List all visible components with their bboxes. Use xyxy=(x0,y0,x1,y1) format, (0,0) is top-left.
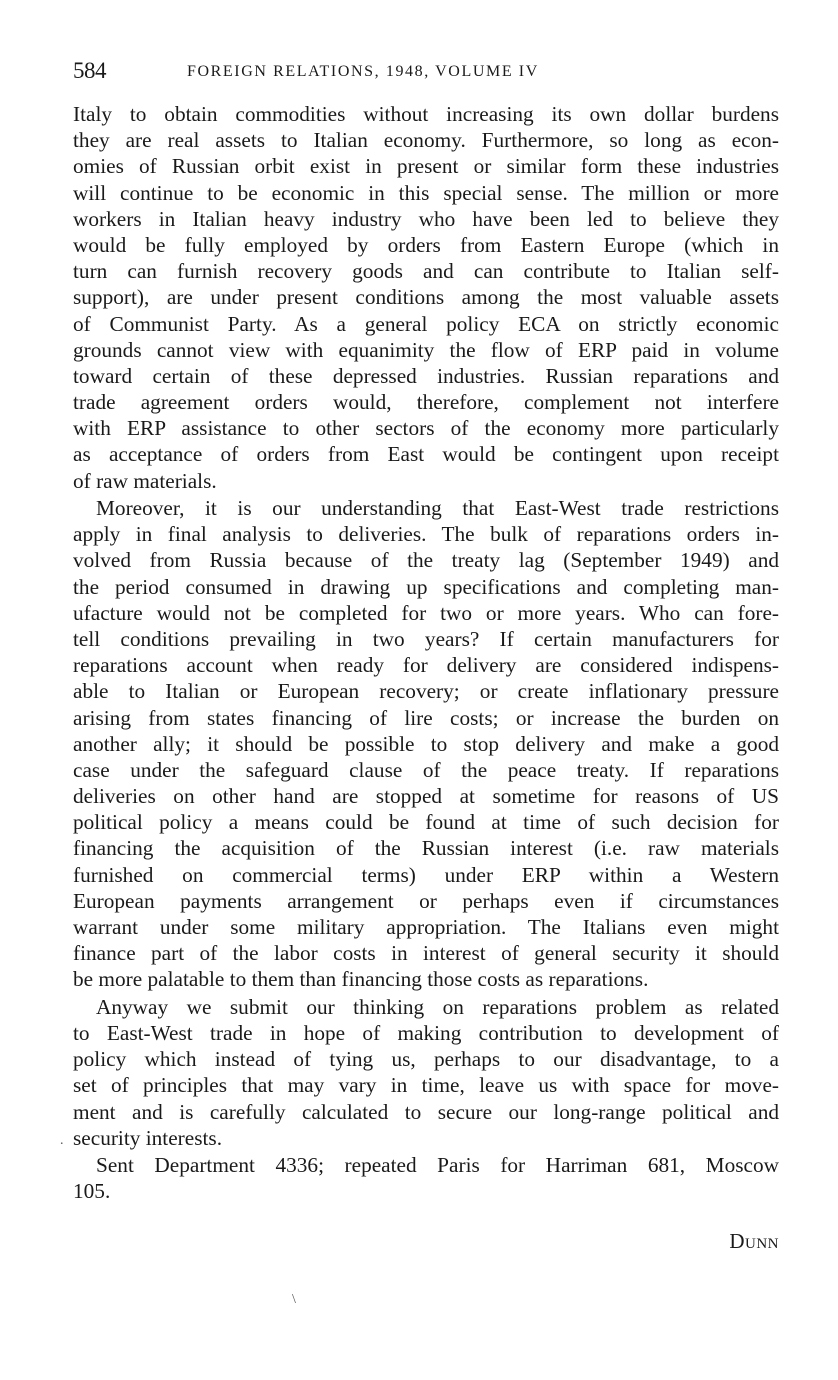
text-line: will continue to be economic in this special sense. The million or more xyxy=(73,180,779,205)
text-line: Italy to obtain commodities without increasing its own dollar burdens xyxy=(73,102,779,126)
text-line: policy which instead of tying us, perhaps to our disadvantage, to a xyxy=(73,1047,779,1072)
text-line: would be fully employed by orders from Eastern Europe (which in xyxy=(73,232,779,257)
text-line: omies of Russian orbit exist in present or similar form these industries xyxy=(73,154,779,179)
text-line: the period consumed in drawing up specifications and completing man- xyxy=(73,574,779,599)
text-line: able to Italian or European recovery; or create inflationary pressure xyxy=(73,679,779,704)
text-line: support), are under present conditions among the most valuable assets xyxy=(73,285,779,310)
paragraph-east-west-restrictions xyxy=(73,495,779,993)
text-line: warrant under some military appropriation. The Italians even might xyxy=(73,915,779,939)
text-line: with ERP assistance to other sectors of the economy more particularly xyxy=(73,416,779,441)
text-line: arising from states financing of lire costs; or increase the burden on xyxy=(73,705,779,730)
text-line: Sent Department 4336; repeated Paris for Harriman 681, Moscow xyxy=(96,1153,779,1178)
signature: Dunn xyxy=(729,1229,779,1253)
text-line: tell conditions prevailing in two years? If certain manufacturers for xyxy=(73,626,779,651)
text-line: toward certain of these depressed industries. Russian reparations and xyxy=(73,363,779,388)
text-line: European payments arrangement or perhaps even if circumstances xyxy=(73,888,779,913)
paragraph-distribution xyxy=(73,1152,779,1204)
scan-speck: . xyxy=(60,1133,64,1148)
text-line: finance part of the labor costs in interest of general security it should xyxy=(73,941,779,966)
text-line: workers in Italian heavy industry who have been led to believe they xyxy=(73,206,779,231)
text-line: of raw materials. xyxy=(73,468,217,493)
text-line: grounds cannot view with equanimity the flow of ERP paid in volume xyxy=(73,337,779,362)
text-line: political policy a means could be found at time of such decision for xyxy=(73,810,779,835)
scan-speck: \ xyxy=(292,1292,296,1307)
running-head: FOREIGN RELATIONS, 1948, VOLUME IV xyxy=(187,63,539,80)
text-line: financing the acquisition of the Russian interest (i.e. raw materials xyxy=(73,836,779,861)
text-line: case under the safeguard clause of the peace treaty. If reparations xyxy=(73,757,779,782)
text-line: as acceptance of orders from East would be contingent upon receipt xyxy=(73,442,779,467)
paragraph-continued xyxy=(73,101,779,494)
page-header xyxy=(73,56,779,86)
text-line: security interests. xyxy=(73,1125,223,1150)
text-line: turn can furnish recovery goods and can contribute to Italian self- xyxy=(73,259,779,284)
text-line: they are real assets to Italian economy. Furthermore, so long as econ- xyxy=(73,128,779,153)
page-number: 584 xyxy=(73,58,106,83)
text-line: of Communist Party. As a general policy ECA on strictly economic xyxy=(73,311,779,336)
text-line: another ally; it should be possible to stop delivery and make a good xyxy=(73,731,779,756)
text-line: furnished on commercial terms) under ERP within a Western xyxy=(73,862,779,887)
text-line: set of principles that may vary in time, leave us with space for move- xyxy=(73,1073,779,1098)
text-line: ufacture would not be completed for two or more years. Who can fore- xyxy=(73,600,779,625)
text-line: Anyway we submit our thinking on reparations problem as related xyxy=(96,994,779,1019)
text-line: to East-West trade in hope of making contribution to development of xyxy=(73,1020,779,1045)
text-line: reparations account when ready for delivery are considered indispens- xyxy=(73,653,779,678)
text-line: trade agreement orders would, therefore, complement not interfere xyxy=(73,390,779,415)
text-line: be more palatable to them than financing those costs as reparations. xyxy=(73,967,649,992)
text-line: apply in final analysis to deliveries. The bulk of reparations orders in- xyxy=(73,522,779,547)
text-line: deliveries on other hand are stopped at sometime for reasons of US xyxy=(73,784,779,809)
paragraph-submission xyxy=(73,994,779,1151)
text-line: Moreover, it is our understanding that East-West trade restrictions xyxy=(96,496,779,520)
text-line: volved from Russia because of the treaty lag (September 1949) and xyxy=(73,548,779,573)
body-text xyxy=(73,101,779,1204)
text-line: ment and is carefully calculated to secure our long-range political and xyxy=(73,1099,779,1124)
text-line: 105. xyxy=(73,1179,111,1204)
